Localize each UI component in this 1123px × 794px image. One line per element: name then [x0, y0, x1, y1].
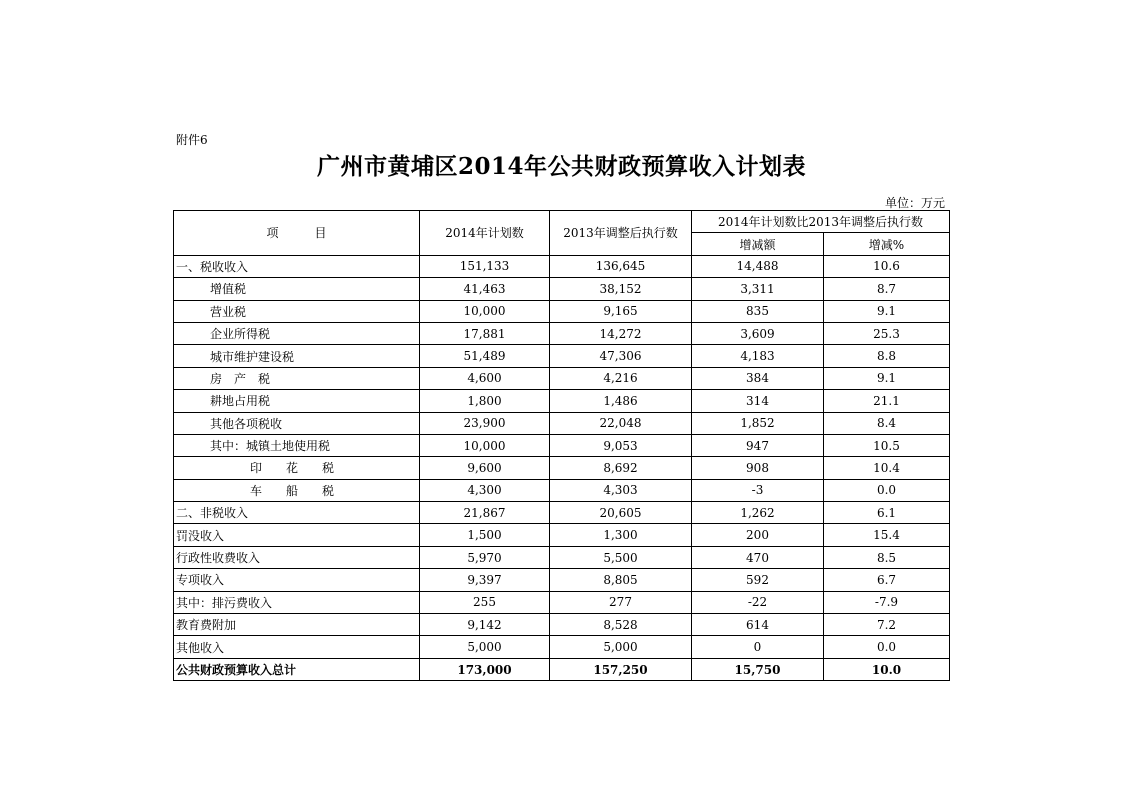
- table-row: [174, 614, 950, 636]
- row-plan-2014: 4,300: [420, 479, 550, 501]
- row-change-pct: 10.5: [824, 434, 950, 456]
- table-row: [174, 255, 950, 277]
- row-change-amount: 835: [692, 300, 824, 322]
- row-plan-2014: 151,133: [420, 255, 550, 277]
- row-change-pct: 6.7: [824, 569, 950, 591]
- row-change-amount: 614: [692, 614, 824, 636]
- row-adjusted-2013: 8,805: [550, 569, 692, 591]
- row-plan-2014: 41,463: [420, 278, 550, 300]
- row-adjusted-2013: 4,216: [550, 367, 692, 389]
- row-item: 行政性收费收入: [174, 546, 420, 568]
- row-change-pct: 8.8: [824, 345, 950, 367]
- total-change-pct: 10.0: [824, 658, 950, 680]
- row-plan-2014: 5,970: [420, 546, 550, 568]
- row-change-amount: 314: [692, 390, 824, 412]
- row-change-amount: 1,262: [692, 502, 824, 524]
- row-item: 教育费附加: [174, 614, 420, 636]
- row-change-pct: 8.5: [824, 546, 950, 568]
- table-row: [174, 434, 950, 456]
- table-row: [174, 412, 950, 434]
- row-adjusted-2013: 22,048: [550, 412, 692, 434]
- row-plan-2014: 9,397: [420, 569, 550, 591]
- row-plan-2014: 9,600: [420, 457, 550, 479]
- row-adjusted-2013: 9,053: [550, 434, 692, 456]
- header-item: 项 目: [174, 211, 420, 256]
- row-item: 印 花 税: [174, 457, 420, 479]
- row-plan-2014: 1,500: [420, 524, 550, 546]
- row-change-pct: 10.4: [824, 457, 950, 479]
- row-change-pct: 15.4: [824, 524, 950, 546]
- header-adjusted-2013: 2013年调整后执行数: [550, 211, 692, 256]
- row-item: 车 船 税: [174, 479, 420, 501]
- row-item: 一、税收收入: [174, 255, 420, 277]
- row-change-amount: 3,609: [692, 322, 824, 344]
- row-item: 其中：城镇土地使用税: [174, 434, 420, 456]
- table-total-row: [174, 658, 950, 680]
- row-change-amount: 0: [692, 636, 824, 658]
- row-plan-2014: 10,000: [420, 434, 550, 456]
- row-adjusted-2013: 8,528: [550, 614, 692, 636]
- row-change-pct: 0.0: [824, 479, 950, 501]
- row-change-pct: 9.1: [824, 300, 950, 322]
- row-adjusted-2013: 5,000: [550, 636, 692, 658]
- row-change-pct: 21.1: [824, 390, 950, 412]
- row-change-amount: 3,311: [692, 278, 824, 300]
- row-change-pct: 8.7: [824, 278, 950, 300]
- row-plan-2014: 10,000: [420, 300, 550, 322]
- row-adjusted-2013: 1,486: [550, 390, 692, 412]
- row-plan-2014: 23,900: [420, 412, 550, 434]
- unit-label: 单位：万元: [884, 196, 945, 210]
- total-adjusted-2013: 157,250: [550, 658, 692, 680]
- row-change-pct: 8.4: [824, 412, 950, 434]
- row-change-amount: 4,183: [692, 345, 824, 367]
- row-change-amount: 947: [692, 434, 824, 456]
- row-item: 耕地占用税: [174, 390, 420, 412]
- header-plan-2014: 2014年计划数: [420, 211, 550, 256]
- header-change-amount: 增减额: [692, 233, 824, 255]
- row-item: 罚没收入: [174, 524, 420, 546]
- budget-table: [173, 210, 950, 681]
- row-adjusted-2013: 5,500: [550, 546, 692, 568]
- row-change-pct: -7.9: [824, 591, 950, 613]
- table-row: [174, 546, 950, 568]
- table-row: [174, 636, 950, 658]
- row-item: 城市维护建设税: [174, 345, 420, 367]
- row-change-amount: 1,852: [692, 412, 824, 434]
- header-change-pct: 增减%: [824, 233, 950, 255]
- row-change-amount: 384: [692, 367, 824, 389]
- total-change-amount: 15,750: [692, 658, 824, 680]
- row-change-pct: 0.0: [824, 636, 950, 658]
- header-comparison-group: 2014年计划数比2013年调整后执行数: [692, 211, 950, 233]
- row-plan-2014: 21,867: [420, 502, 550, 524]
- row-adjusted-2013: 8,692: [550, 457, 692, 479]
- attachment-label: 附件6: [176, 133, 208, 147]
- table-row: [174, 524, 950, 546]
- table-row: [174, 345, 950, 367]
- table-row: [174, 569, 950, 591]
- row-plan-2014: 255: [420, 591, 550, 613]
- table-row: [174, 278, 950, 300]
- row-item: 二、非税收入: [174, 502, 420, 524]
- page-title: 广州市黄埔区2014年公共财政预算收入计划表: [316, 153, 806, 180]
- row-change-amount: -22: [692, 591, 824, 613]
- table-row: [174, 502, 950, 524]
- row-adjusted-2013: 9,165: [550, 300, 692, 322]
- row-change-pct: 10.6: [824, 255, 950, 277]
- row-plan-2014: 1,800: [420, 390, 550, 412]
- row-adjusted-2013: 14,272: [550, 322, 692, 344]
- row-item: 专项收入: [174, 569, 420, 591]
- table-row: [174, 390, 950, 412]
- table-row: [174, 322, 950, 344]
- row-change-pct: 7.2: [824, 614, 950, 636]
- row-item: 其他收入: [174, 636, 420, 658]
- row-item: 其他各项税收: [174, 412, 420, 434]
- row-item: 增值税: [174, 278, 420, 300]
- table-row: [174, 300, 950, 322]
- table-row: [174, 479, 950, 501]
- total-plan-2014: 173,000: [420, 658, 550, 680]
- row-change-amount: 592: [692, 569, 824, 591]
- row-item: 房 产 税: [174, 367, 420, 389]
- row-adjusted-2013: 1,300: [550, 524, 692, 546]
- row-adjusted-2013: 38,152: [550, 278, 692, 300]
- row-change-amount: 200: [692, 524, 824, 546]
- row-plan-2014: 17,881: [420, 322, 550, 344]
- row-adjusted-2013: 277: [550, 591, 692, 613]
- table-row: [174, 457, 950, 479]
- row-change-pct: 6.1: [824, 502, 950, 524]
- row-plan-2014: 5,000: [420, 636, 550, 658]
- row-change-amount: 470: [692, 546, 824, 568]
- row-adjusted-2013: 136,645: [550, 255, 692, 277]
- row-change-pct: 25.3: [824, 322, 950, 344]
- row-adjusted-2013: 20,605: [550, 502, 692, 524]
- row-item: 其中：排污费收入: [174, 591, 420, 613]
- row-change-amount: 14,488: [692, 255, 824, 277]
- row-change-amount: 908: [692, 457, 824, 479]
- table-row: [174, 367, 950, 389]
- row-item: 企业所得税: [174, 322, 420, 344]
- row-change-amount: -3: [692, 479, 824, 501]
- row-adjusted-2013: 4,303: [550, 479, 692, 501]
- row-change-pct: 9.1: [824, 367, 950, 389]
- row-adjusted-2013: 47,306: [550, 345, 692, 367]
- table-row: [174, 591, 950, 613]
- total-item: 公共财政预算收入总计: [174, 658, 420, 680]
- row-item: 营业税: [174, 300, 420, 322]
- row-plan-2014: 9,142: [420, 614, 550, 636]
- row-plan-2014: 4,600: [420, 367, 550, 389]
- row-plan-2014: 51,489: [420, 345, 550, 367]
